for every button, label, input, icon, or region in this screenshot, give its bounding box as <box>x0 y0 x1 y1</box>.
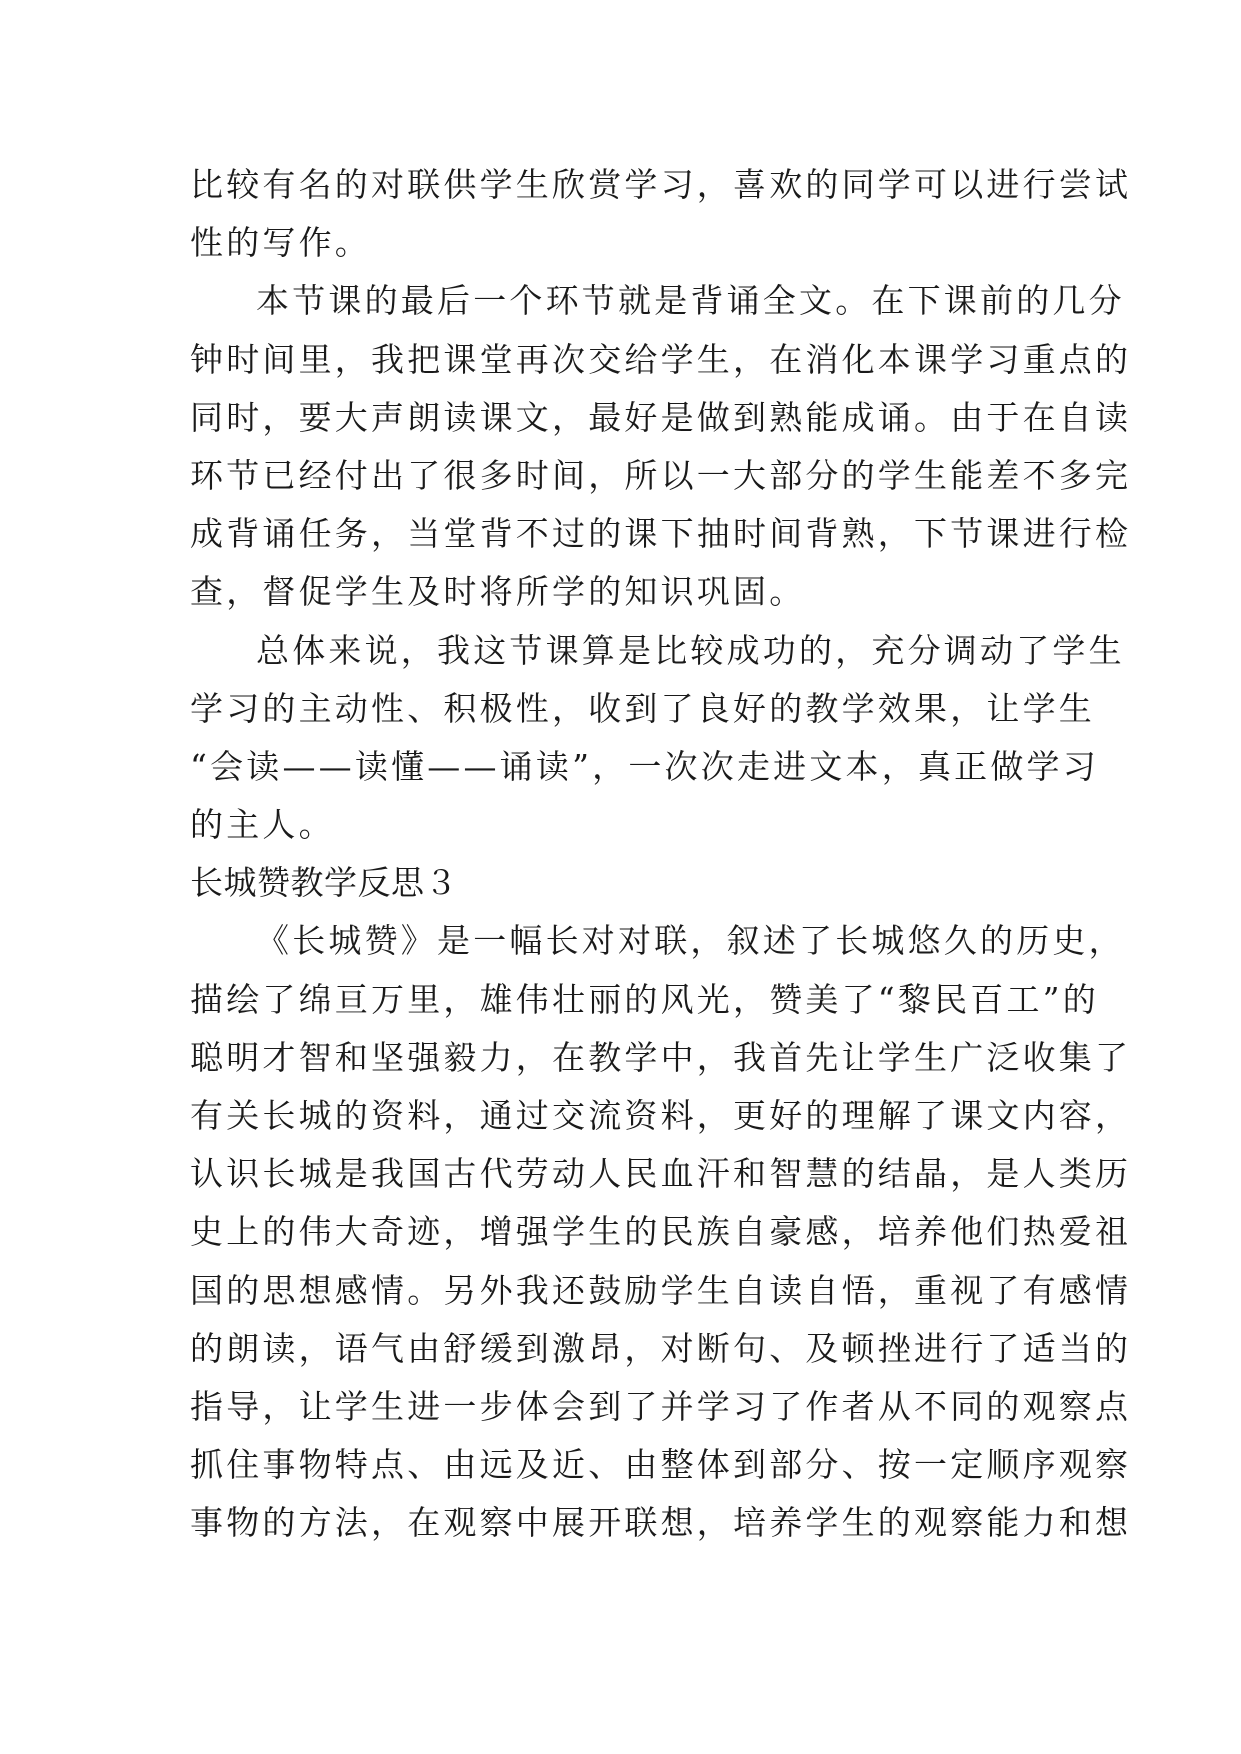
text-line: 的主人。 <box>190 805 335 845</box>
text-line: 同时，要大声朗读课文，最好是做到熟能成诵。由于在自读 <box>190 397 1132 437</box>
text-line: 史上的伟大奇迹，增强学生的民族自豪感，培养他们热爱祖 <box>190 1212 1132 1252</box>
text-line: 查，督促学生及时将所学的知识巩固。 <box>190 572 806 612</box>
text-line: 认识长城是我国古代劳动人民血汗和智慧的结晶，是人类历 <box>190 1154 1132 1194</box>
section-heading: 长城赞教学反思３ <box>190 863 458 903</box>
text-line: 学习的主动性、积极性，收到了良好的教学效果，让学生 <box>190 688 1095 728</box>
text-line: 抓住事物特点、由远及近、由整体到部分、按一定顺序观察 <box>190 1445 1132 1485</box>
document-body <box>190 156 1132 1553</box>
text-line: 钟时间里，我把课堂再次交给学生，在消化本课学习重点的 <box>190 339 1132 379</box>
text-line: 比较有名的对联供学生欣赏学习，喜欢的同学可以进行尝试 <box>190 165 1132 204</box>
text-line: 成背诵任务，当堂背不过的课下抽时间背熟，下节课进行检 <box>190 514 1132 554</box>
text-line: 有关长城的资料，通过交流资料，更好的理解了课文内容， <box>190 1096 1132 1135</box>
text-line: “会读——读懂——诵读”，一次次走进文本，真正做学习 <box>190 746 1099 786</box>
text-line: 性的写作。 <box>190 223 371 263</box>
text-line: 《长城赞》是一幅长对对联，叙述了长城悠久的历史， <box>256 921 1125 961</box>
text-line: 指导，让学生进一步体会到了并学习了作者从不同的观察点 <box>190 1386 1132 1426</box>
text-line: 的朗读，语气由舒缓到激昂，对断句、及顿挫进行了适当的 <box>190 1328 1132 1368</box>
text-line: 聪明才智和坚强毅力，在教学中，我首先让学生广泛收集了 <box>190 1037 1132 1077</box>
text-line: 国的思想感情。另外我还鼓励学生自读自悟，重视了有感情 <box>190 1270 1132 1310</box>
text-line: 事物的方法，在观察中展开联想，培养学生的观察能力和想 <box>190 1503 1132 1543</box>
text-line: 总体来说，我这节课算是比较成功的，充分调动了学生 <box>256 630 1125 670</box>
text-line: 描绘了绵亘万里，雄伟壮丽的风光，赞美了“黎民百工”的 <box>190 979 1099 1019</box>
text-line: 本节课的最后一个环节就是背诵全文。在下课前的几分 <box>256 281 1125 321</box>
text-line: 环节已经付出了很多时间，所以一大部分的学生能差不多完 <box>190 455 1132 495</box>
